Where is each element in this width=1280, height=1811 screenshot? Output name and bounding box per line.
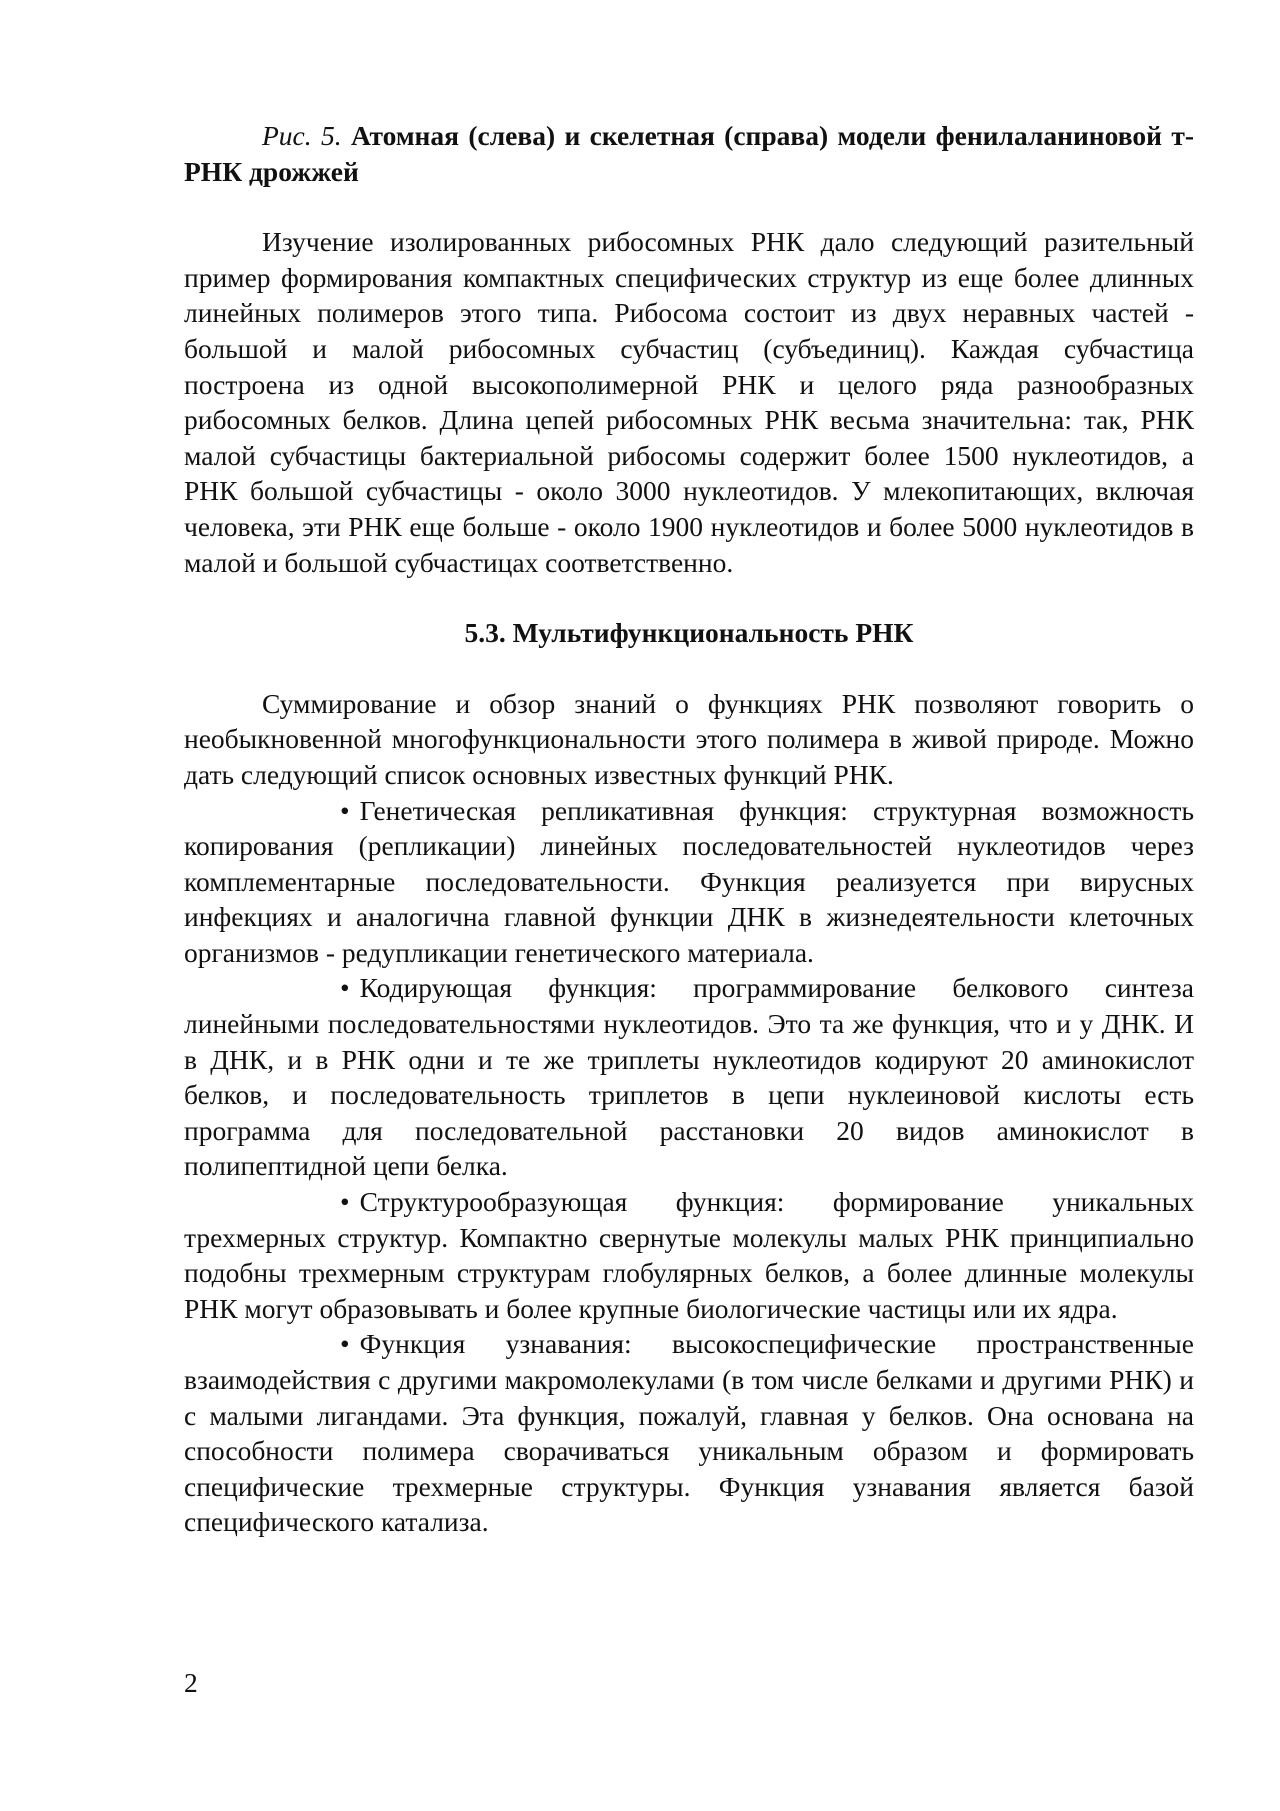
list-item-text: Кодирующая функция: программирование белкового синтеза линейными последовательностями нуклеотидов. Это та же функция, что и у ДНК. И в ДНК, и в РНК одни и те же триплеты нуклеотидов кодируют 20 аминокислот белков, и последовательность триплетов в цепи нуклеиновой кислоты есть программа для последовательной расстановки 20 видов аминокислот в полипептидной цепи белка. xyxy=(184,972,1194,1182)
list-item-genetic-replicative xyxy=(184,793,1194,971)
document-page xyxy=(184,118,1194,1540)
page-number: 2 xyxy=(184,1667,198,1698)
list-item-coding xyxy=(184,970,1194,1184)
section-heading: 5.3. Мультифункциональность РНК xyxy=(464,617,914,649)
bullet-icon: • xyxy=(340,972,350,1004)
figure-caption xyxy=(184,118,1194,189)
paragraph-ribosomal-rna: Изучение изолированных рибосомных РНК дало следующий разительный пример формирования компактных специфических структур из еще более длинных линейных полимеров этого типа. Рибосома состоит из двух неравных частей - большой и малой рибосомных субчастиц (субъединиц). Каждая субчастица построена из одной высокополимерной РНК и целого ряда разнообразных рибосомных белков. Длина цепей рибосомных РНК весьма значительна: так, РНК малой субчастицы бактериальной рибосомы содержит более 1500 нуклеотидов, а РНК большой субчастицы - около 3000 нуклеотидов. У млекопитающих, включая человека, эти РНК еще больше - около 1900 нуклеотидов и более 5000 нуклеотидов в малой и большой субчастицах соответственно. xyxy=(184,226,1194,578)
list-item-recognition xyxy=(184,1326,1194,1540)
bullet-icon: • xyxy=(340,1186,350,1218)
list-item-structural xyxy=(184,1184,1194,1326)
list-item-text: Функция узнавания: высокоспецифические пространственные взаимодействия с другими макромолекулами (в том числе белками и другими РНК) и с малыми лигандами. Эта функция, пожалуй, главная у белков. Она основана на способности полимера сворачиваться уникальным образом и формировать специфические трехмерные структуры. Функция узнавания является базой специфического катализа. xyxy=(184,1328,1194,1538)
bullet-icon: • xyxy=(340,794,350,826)
list-item-text: Структурообразующая функция: формирование уникальных трехмерных структур. Компактно свернутые молекулы малых РНК принципиально подобны трехмерным структурам глобулярных белков, а более длинные молекулы РНК могут образовывать и более крупные биологические частицы или их ядра. xyxy=(184,1186,1194,1324)
paragraph-rna-functions-intro: Суммирование и обзор знаний о функциях РНК позволяют говорить о необыкновенной многофункциональности этого полимера в живой природе. Можно дать следующий список основных известных функций РНК. xyxy=(184,687,1194,790)
figure-caption-text: Атомная (слева) и скелетная (справа) модели фенилаланиновой т-РНК дрожжей xyxy=(184,120,1194,187)
bullet-icon: • xyxy=(340,1328,350,1360)
figure-label: Рис. 5. xyxy=(262,120,342,151)
list-item-text: Генетическая репликативная функция: структурная возможность копирования (репликации) линейных последовательностей нуклеотидов через комплементарные последовательности. Функция реализуется при вирусных инфекциях и аналогична главной функции ДНК в жизнедеятельности клеточных организмов - редупликации генетического материала. xyxy=(184,794,1194,968)
